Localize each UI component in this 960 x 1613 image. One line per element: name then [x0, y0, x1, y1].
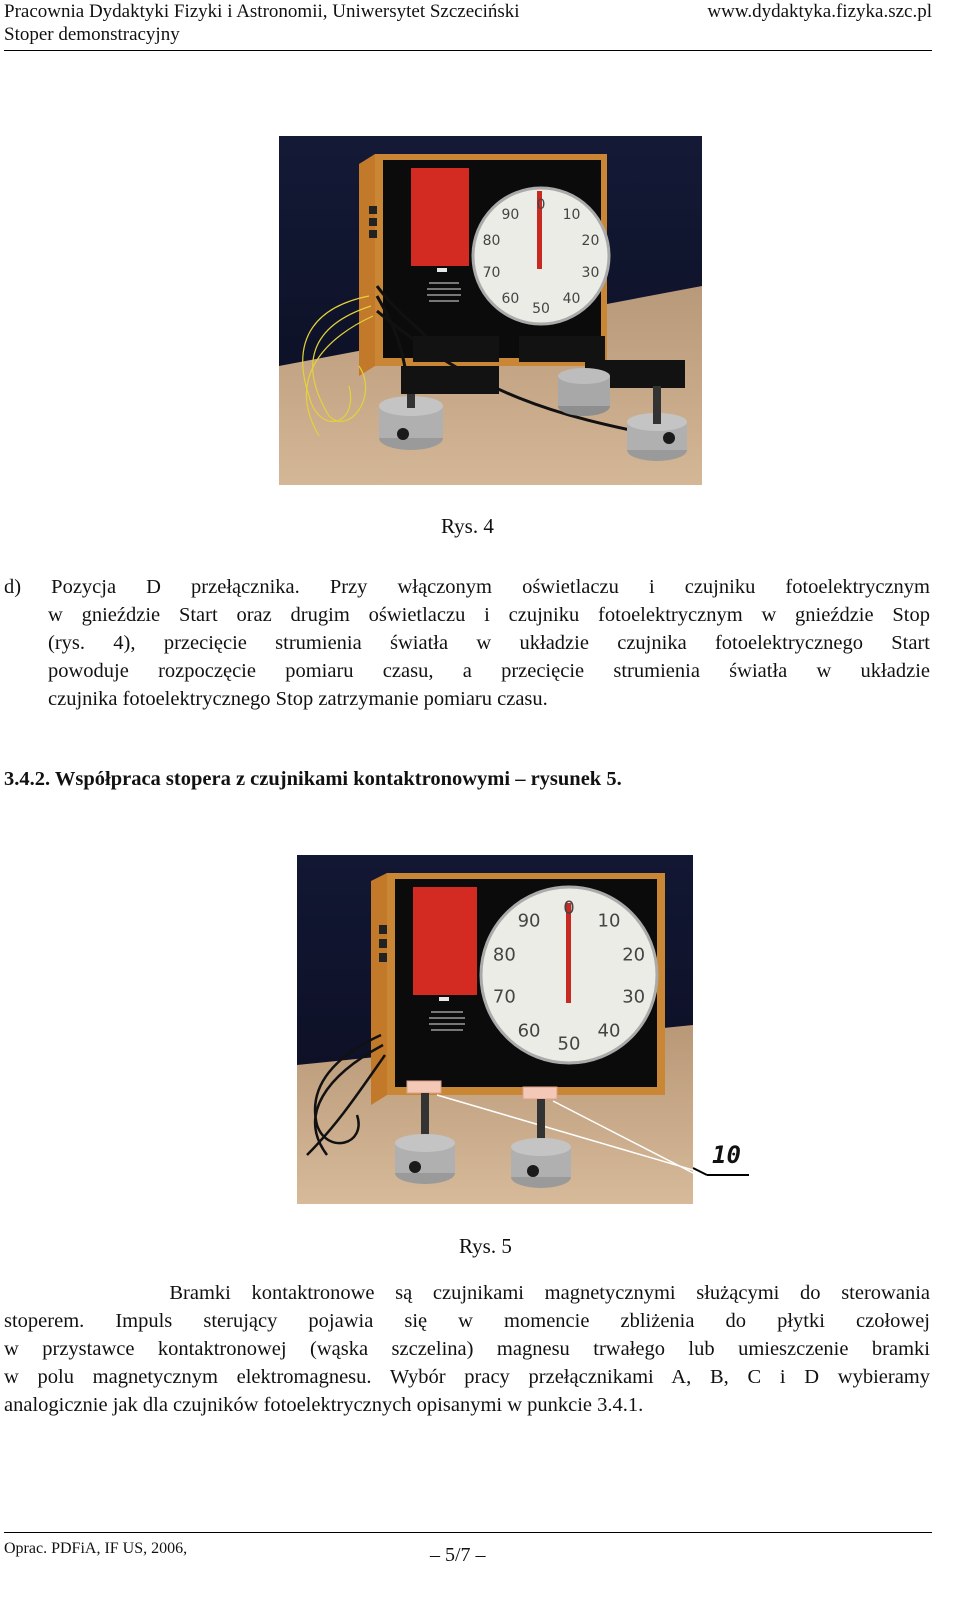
paragraph-reed-gates: [4, 1279, 930, 1419]
dial-number: 10: [562, 206, 581, 223]
dial-number: 40: [597, 1020, 621, 1042]
dial-number: 0: [536, 196, 546, 213]
header-document-title: Stoper demonstracyjny: [4, 24, 180, 45]
header-institution: [4, 0, 520, 46]
paragraph-line: czujnika fotoelektrycznego Stop zatrzymanie pomiaru czasu.: [48, 688, 548, 710]
dial-number: 30: [581, 264, 600, 281]
header-institution-name: Pracownia Dydaktyki Fizyki i Astronomii, Uniwersytet Szczeciński: [4, 1, 520, 22]
dial-number: 90: [501, 206, 520, 223]
figure-5-caption: Rys. 5: [459, 1234, 512, 1258]
paragraph-line: w polu magnetycznym elektromagnesu. Wybór pracy przełącznikami A, B, C i D wybieramy: [4, 1366, 930, 1388]
section-heading: 3.4.2. Współpraca stopera z czujnikami kontaktronowymi – rysunek 5.: [4, 768, 622, 790]
dial-number: 20: [622, 944, 646, 966]
footer-rule: [4, 1532, 932, 1533]
paragraph-line: d) Pozycja D przełącznika. Przy włączonym oświetlaczu i czujniku fotoelektrycznym: [4, 576, 930, 598]
dial-number: 10: [597, 910, 621, 932]
paragraph-line: w gnieździe Start oraz drugim oświetlaczu i czujniku fotoelektrycznym w gnieździe Stop: [48, 604, 930, 626]
dial-number: 90: [517, 910, 541, 932]
dial-number: 0: [563, 897, 575, 919]
paragraph-line: Bramki kontaktronowe są czujnikami magnetycznymi służącymi do sterowania: [4, 1282, 930, 1304]
figure-4-photo: [279, 136, 702, 485]
dial-number: 70: [492, 986, 516, 1008]
footer-credit: Oprac. PDFiA, IF US, 2006,: [4, 1540, 188, 1557]
header-website: www.dydaktyka.fizyka.szc.pl: [707, 1, 932, 22]
paragraph-line: powoduje rozpoczęcie pomiaru czasu, a przecięcie strumienia światła w układzie: [48, 660, 930, 682]
dial-number: 40: [562, 290, 581, 307]
figure-5-dial: [481, 887, 657, 1063]
dial-number: 70: [482, 264, 501, 281]
dial-number: 50: [557, 1033, 581, 1055]
figure-5-photo: [297, 855, 693, 1204]
dial-number: 80: [492, 944, 516, 966]
dial-number: 30: [622, 986, 646, 1008]
page-number: – 5/7 –: [430, 1544, 486, 1566]
figure-4-dial: [473, 188, 609, 324]
dial-number: 60: [517, 1020, 541, 1042]
paragraph-line: analogicznie jak dla czujników fotoelektrycznych opisanymi w punkcie 3.4.1.: [4, 1394, 644, 1416]
paragraph-line: stoperem. Impuls sterujący pojawia się w momencie zbliżenia do płytki czołowej: [4, 1310, 930, 1332]
paragraph-line: (rys. 4), przecięcie strumienia światła w układzie czujnika fotoelektrycznego Start: [48, 632, 930, 654]
dial-number: 60: [501, 290, 520, 307]
dial-number: 20: [581, 232, 600, 249]
figure-5-callout-label: 10: [712, 1141, 741, 1169]
paragraph-line: w przystawce kontaktronowej (wąska szczelina) magnesu trwałego lub umieszczenie bramki: [4, 1338, 930, 1360]
dial-number: 80: [482, 232, 501, 249]
figure-4-caption: Rys. 4: [441, 514, 494, 538]
dial-number: 50: [532, 300, 550, 317]
paragraph-position-d: [4, 573, 930, 713]
header-rule: [4, 50, 932, 51]
